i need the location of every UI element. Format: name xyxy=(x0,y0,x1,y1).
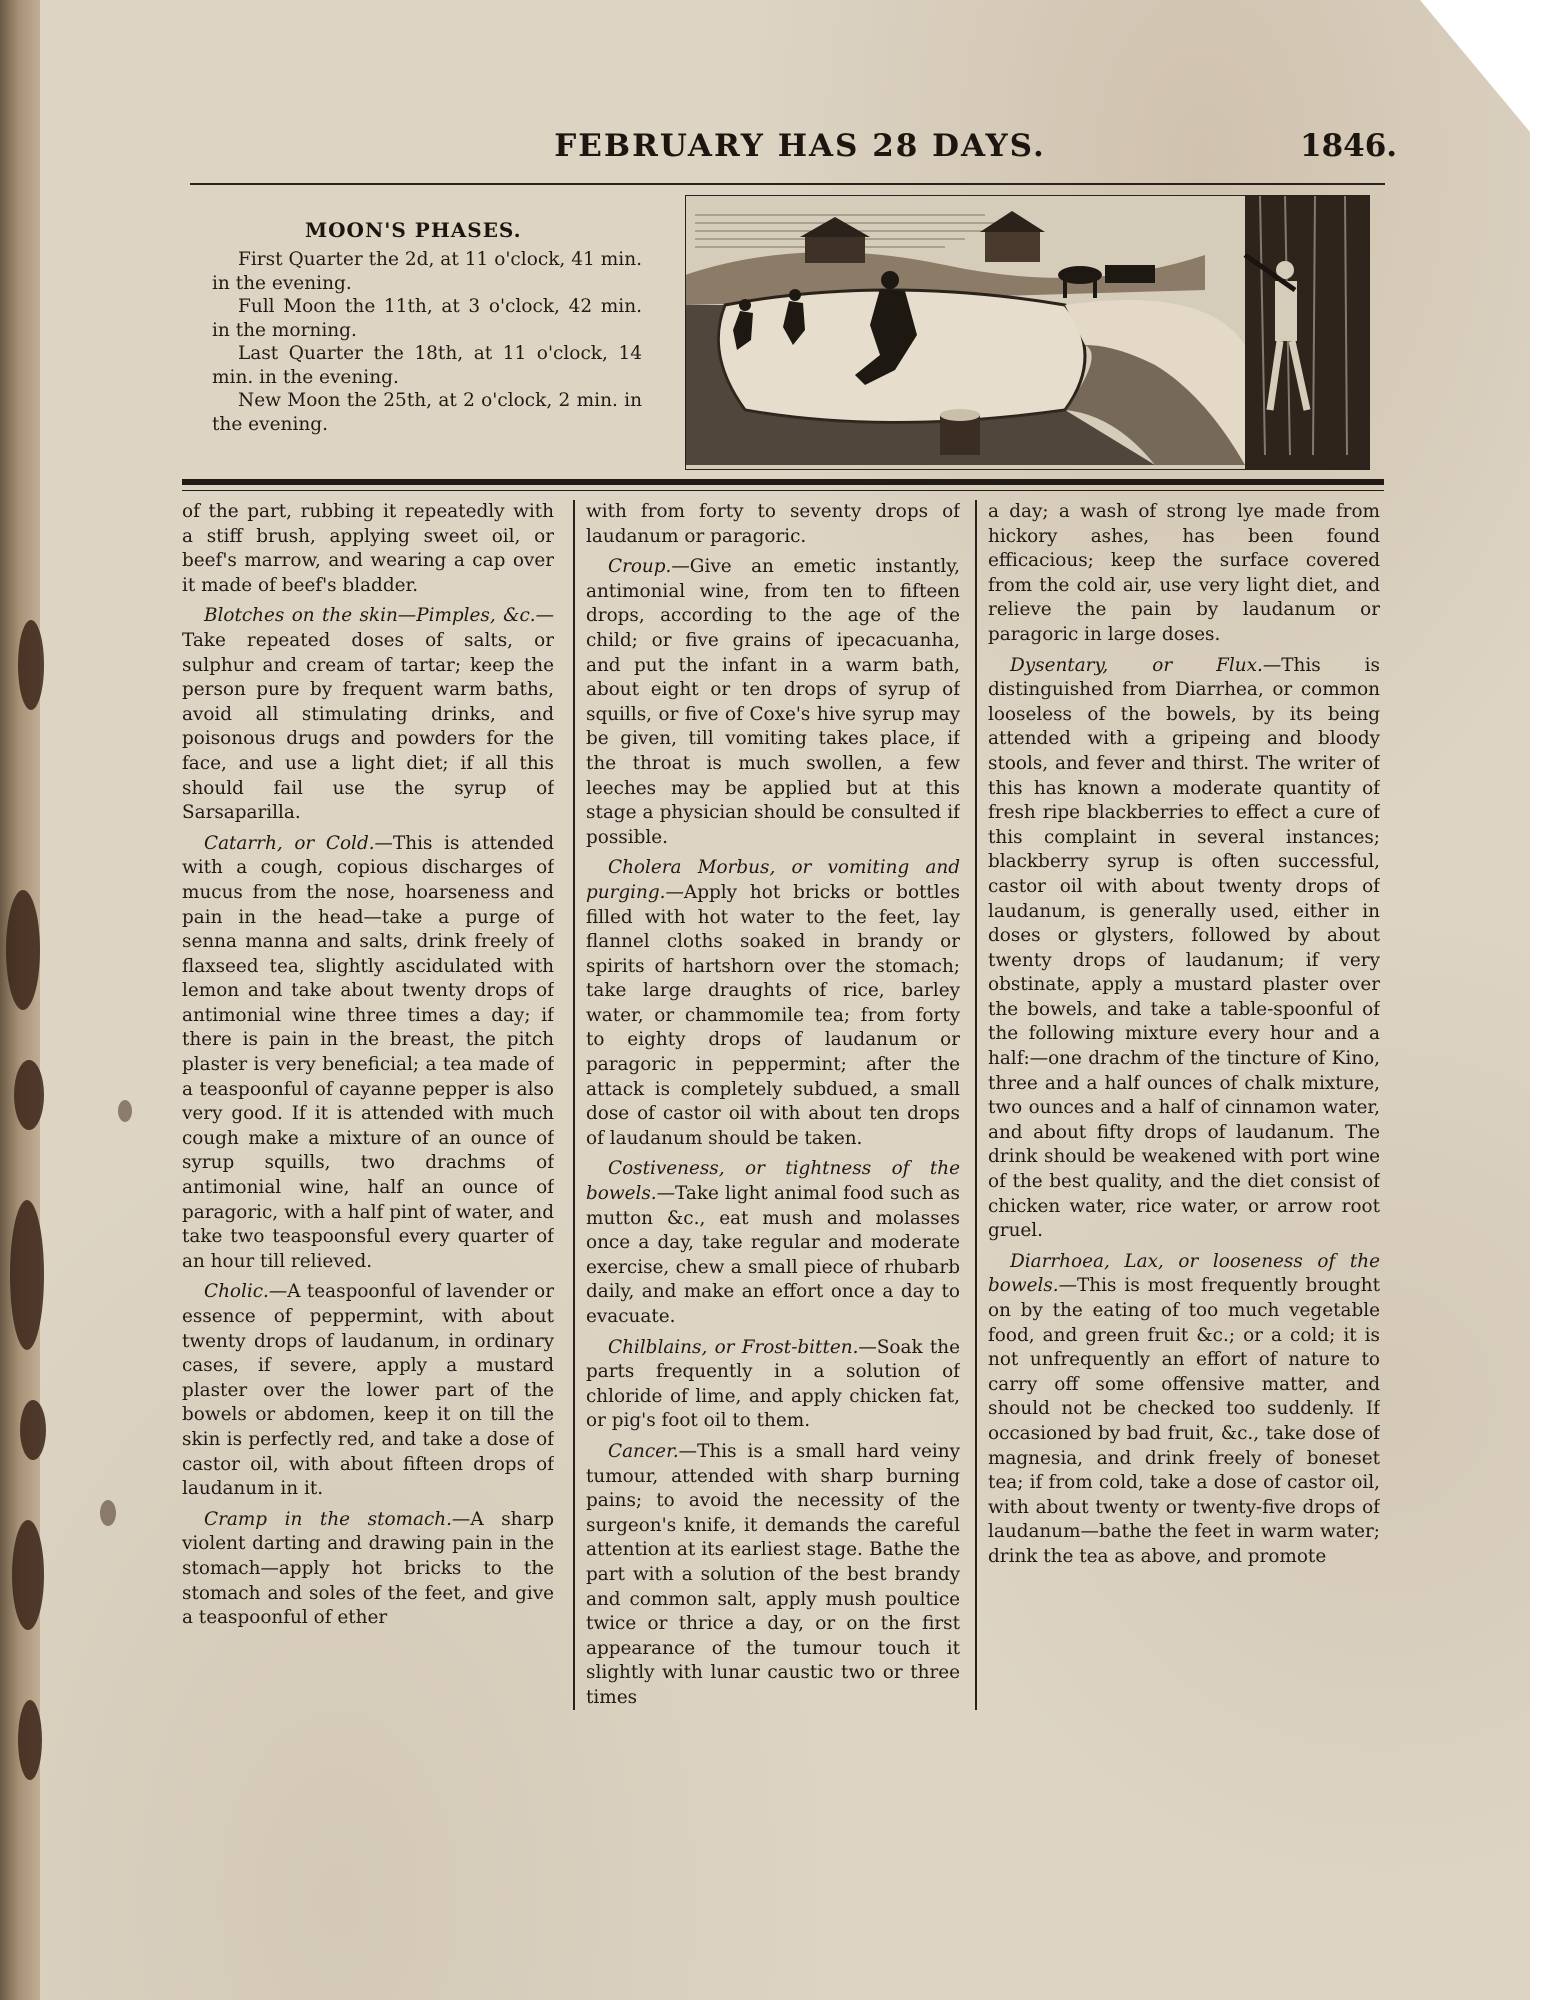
article-text: A teaspoonful of lavender or essence of peppermint, with about twenty drops of laudanum, in ordinary cases, if severe, apply a mustard plaster over the lower part of the bowels or abdomen, keep it on till the skin is perfectly red, and take a dose of castor oil, with about fifteen drops of laudanum in it. xyxy=(182,1281,554,1500)
article-text: Take light animal food such as mutton &c., eat mush and molasses once a day, take regular and moderate exercise, chew a small piece of rhubarb daily, and make an effort once a day to evacuate. xyxy=(586,1183,960,1327)
article-heading: Cramp in the stomach.— xyxy=(204,1508,471,1530)
article-paragraph xyxy=(988,1250,1380,1570)
ink-stain xyxy=(14,1060,44,1130)
article-paragraph xyxy=(182,500,554,598)
article-text: This is most frequently brought on by the eating of too much vegetable food, and green fruit &c.; or a cold; it is not unfrequently an effort of nature to carry off some offensive matter, and should not be checked too suddenly. If occasioned by bad fruit, &c., take dose of magnesia, and drink freely of boneset tea; if from cold, take a dose of castor oil, with about twenty or twenty-five drops of laudanum—bathe the feet in warm water; drink the tea as above, and promote xyxy=(988,1275,1380,1567)
article-paragraph xyxy=(586,856,960,1151)
moon-phase-item: Last Quarter the 18th, at 11 o'clock, 14 min. in the evening. xyxy=(212,343,642,388)
moon-phase-item: New Moon the 25th, at 2 o'clock, 2 min. in the evening. xyxy=(212,390,642,435)
header-rule xyxy=(190,183,1385,185)
article-text: Take repeated doses of salts, or sulphur and cream of tartar; keep the person pure by frequent warm baths, avoid all stimulating drinks, and poisonous drugs and powders for the face, and use a light diet; if all this should fail use the syrup of Sarsaparilla. xyxy=(182,629,554,824)
article-heading: Costiveness, or tightness of the bowels.— xyxy=(586,1158,960,1205)
ink-stain xyxy=(6,890,40,1010)
article-paragraph xyxy=(586,1440,960,1711)
text-column-1 xyxy=(182,500,554,1720)
article-heading: Dysentary, or Flux.— xyxy=(1010,654,1282,676)
ink-stain xyxy=(100,1500,116,1526)
article-heading: Chilblains, or Frost-bitten.— xyxy=(608,1336,877,1358)
moon-phase-item: First Quarter the 2d, at 11 o'clock, 41 min. in the evening. xyxy=(212,249,642,294)
moon-phase-item: Full Moon the 11th, at 3 o'clock, 42 min. in the morning. xyxy=(212,296,642,341)
article-text: Soak the parts frequently in a solution of chloride of lime, and apply chicken fat, or pig's foot oil to them. xyxy=(586,1336,960,1432)
article-text: a day; a wash of strong lye made from hickory ashes, has been found efficacious; keep the surface covered from the cold air, use very light diet, and relieve the pain by laudanum or paragoric in large doses. xyxy=(988,501,1380,645)
page-title: FEBRUARY HAS 28 DAYS. xyxy=(554,128,1046,164)
section-rule-thick xyxy=(182,479,1384,485)
article-heading: Blotches on the skin—Pimples, &c.— xyxy=(204,605,554,627)
article-text: This is a small hard veiny tumour, attended with sharp burning pains; to avoid the necessity of the surgeon's knife, it demands the careful attention at its earliest stage. Bathe the part with a solution of the best brandy and common salt, apply mush poultice twice or thrice a day, or on the first appearance of the tumour touch it slightly with lunar caustic two or three times xyxy=(586,1440,960,1708)
article-heading: Croup.— xyxy=(608,556,690,578)
article-paragraph xyxy=(988,654,1380,1244)
article-heading: Cancer.— xyxy=(608,1440,698,1462)
article-heading: Cholera Morbus, or vomiting and purging.— xyxy=(586,857,960,903)
article-text: Give an emetic instantly, antimonial wine, from ten to fifteen drops, according to the age of the child; or five grains of ipecacuanha, and put the infant in a warm bath, about eight or ten drops of syrup of squills, or five of Coxe's hive syrup may be given, till vomiting takes place, if the throat is much swollen, a few leeches may be applied but at this stage a physician should be consulted if possible. xyxy=(586,556,960,848)
article-heading: Cholic.— xyxy=(204,1281,288,1303)
moon-phases-title: MOON'S PHASES. xyxy=(305,218,522,242)
moon-phases-list xyxy=(212,248,642,436)
column-divider xyxy=(975,500,977,1710)
section-rule-thin xyxy=(182,490,1384,491)
article-paragraph xyxy=(586,500,960,549)
article-text: This is distinguished from Diarrhea, or common looseless of the bowels, by its being attended with a gripeing and bloody stools, and fever and thirst. The writer of this has known a moderate quantity of fresh ripe blackberries to effect a cure of this complaint in several instances; blackberry syrup is often successful, castor oil with about twenty drops of laudanum, is generally used, either in doses or glysters, followed by about twenty drops of laudanum; if very obstinate, apply a mustard plaster over the bowels, and take a table-spoonful of the following mixture every hour and a half:—one drachm of the tincture of Kino, three and a half ounces of chalk mixture, two ounces and a half of cinnamon water, and about fifty drops of laudanum. The drink should be weakened with port wine of the best quality, and the diet consist of chicken water, rice water, or arrow root gruel. xyxy=(988,654,1380,1242)
article-text: Apply hot bricks or bottles filled with hot water to the feet, lay flannel cloths soaked in brandy or spirits of hartshorn over the stomach; take large draughts of rice, barley water, or chammomile tea; from forty to eighty drops of laudanum or paragoric in peppermint; after the attack is completely subdued, a small dose of castor oil with about ten drops of laudanum should be taken. xyxy=(586,881,960,1149)
article-paragraph xyxy=(182,1508,554,1631)
woodcut-illustration xyxy=(685,195,1370,470)
article-paragraph xyxy=(586,1336,960,1434)
ink-stain xyxy=(10,1200,44,1350)
article-paragraph xyxy=(988,500,1380,648)
text-column-3 xyxy=(988,500,1380,1720)
text-column-2 xyxy=(586,500,960,1720)
page-year: 1846. xyxy=(1300,128,1398,164)
article-text: A sharp violent darting and drawing pain in the stomach—apply hot bricks to the stomach and soles of the feet, and give a teaspoonful of ether xyxy=(182,1508,554,1629)
article-text: This is attended with a cough, copious discharges of mucus from the nose, hoarseness and pain in the head—take a purge of senna manna and salts, drink freely of flaxseed tea, slightly ascidulated with lemon and take about twenty drops of antimonial wine three times a day; if there is pain in the breast, the pitch plaster is very beneficial; a tea made of a teaspoonful of cayanne pepper is also very good. If it is attended with much cough make a mixture of an ounce of syrup squills, two drachms of antimonial wine, half an ounce of paragoric, with a half pint of water, and take two teaspoonsful every quarter of an hour till relieved. xyxy=(182,832,554,1272)
ink-stain xyxy=(18,1700,42,1780)
article-paragraph xyxy=(182,604,554,825)
column-divider xyxy=(573,500,575,1710)
article-text: of the part, rubbing it repeatedly with a stiff brush, applying sweet oil, or beef's marrow, and wearing a cap over it made of beef's bladder. xyxy=(182,501,554,596)
article-text: with from forty to seventy drops of laudanum or paragoric. xyxy=(586,501,960,547)
article-paragraph xyxy=(586,1157,960,1329)
ink-stain xyxy=(20,1400,46,1460)
ink-stain xyxy=(12,1520,44,1630)
article-heading: Catarrh, or Cold.— xyxy=(204,832,393,854)
article-heading: Diarrhoea, Lax, or looseness of the bowels.— xyxy=(988,1250,1380,1297)
ink-stain xyxy=(118,1100,132,1122)
article-paragraph xyxy=(586,555,960,850)
article-paragraph xyxy=(182,832,554,1275)
ink-stain xyxy=(18,620,44,710)
article-paragraph xyxy=(182,1280,554,1501)
